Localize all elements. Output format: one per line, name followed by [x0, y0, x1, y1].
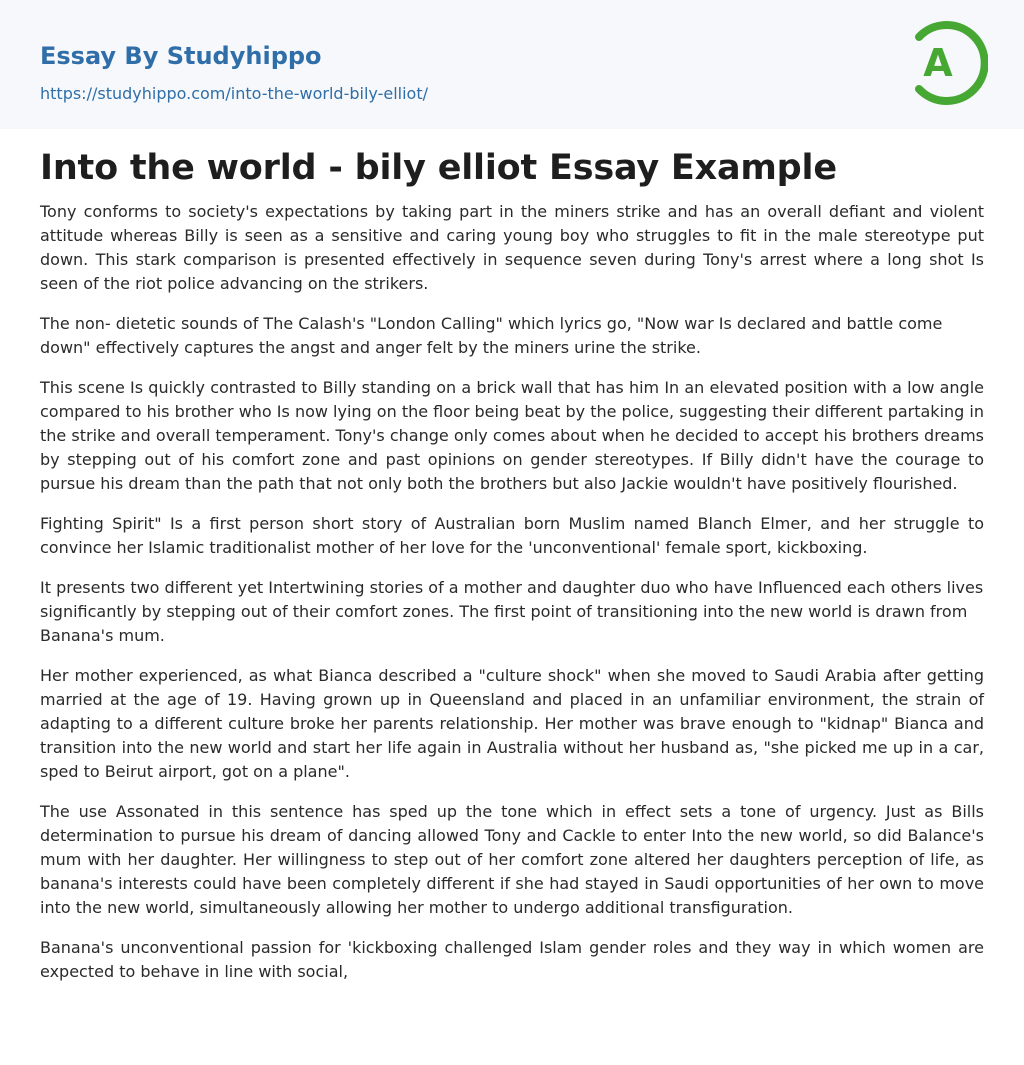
- essay-paragraph: Banana's unconventional passion for 'kickboxing challenged Islam gender roles and they way in which women are expected to behave in line with social,: [40, 938, 984, 981]
- essay-paragraph: Fighting Spirit" Is a first person short story of Australian born Muslim named Blanch Elmer, and her struggle to convince her Islamic traditionalist mother of her love for the 'unconventional' female sport, kickboxing.: [40, 514, 984, 557]
- studyhippo-logo[interactable]: [912, 19, 988, 107]
- essay-title: Into the world - bily elliot Essay Example: [40, 148, 837, 188]
- logo-letter: A: [923, 41, 953, 85]
- essay-paragraph: This scene Is quickly contrasted to Billy standing on a brick wall that has him In an elevated position with a low angle compared to his brother who Is now lying on the floor being beat by the police, suggesting their different partaking in the strike and overall temperament. Tony's change only comes about when he decided to accept his brothers dreams by stepping out of his comfort zone and past opinions on gender stereotypes. If Billy didn't have the courage to pursue his dream than the path that not only both the brothers but also Jackie wouldn't have positively flourished.: [40, 378, 984, 493]
- essay-paragraph: Tony conforms to society's expectations by taking part in the miners strike and has an overall defiant and violent attitude whereas Billy is seen as a sensitive and caring young boy who struggles to fit in the male stereotype put down. This stark comparison is presented effectively in sequence seven during Tony's arrest where a long shot Is seen of the riot police advancing on the strikers.: [40, 202, 984, 293]
- essay-paragraph: Her mother experienced, as what Bianca described a "culture shock" when she moved to Saudi Arabia after getting married at the age of 19. Having grown up in Queensland and placed in an unfamiliar environment, the strain of adapting to a different culture broke her parents relationship. Her mother was brave enough to "kidnap" Bianca and transition into the new world and start her life again in Australia without her husband as, "she picked me up in a car, sped to Beirut airport, got on a plane".: [40, 666, 984, 781]
- essay-paragraph: It presents two different yet Intertwining stories of a mother and daughter duo who have Influenced each others lives significantly by stepping out of their comfort zones. The first point of transitioning into the new world is drawn from Banana's mum.: [40, 578, 984, 645]
- essay-paragraph: The use Assonated in this sentence has sped up the tone which in effect sets a tone of urgency. Just as Bills determination to pursue his dream of dancing allowed Tony and Cackle to enter Into the new world, so did Balance's mum with her daughter. Her willingness to step out of her comfort zone altered her daughters perception of life, as banana's interests could have been completely different if she had stayed in Saudi opportunities of her own to move into the new world, simultaneously allowing her mother to undergo additional transfiguration.: [40, 802, 984, 917]
- source-url-link[interactable]: https://studyhippo.com/into-the-world-bily-elliot/: [40, 84, 428, 103]
- site-header: [0, 0, 1024, 129]
- essay-paragraph: The non- dietetic sounds of The Calash's "London Calling" which lyrics go, "Now war Is declared and battle come down" effectively captures the angst and anger felt by the miners urine the strike.: [40, 314, 943, 357]
- essay-body: [40, 200, 984, 1000]
- site-brand[interactable]: Essay By Studyhippo: [40, 42, 322, 70]
